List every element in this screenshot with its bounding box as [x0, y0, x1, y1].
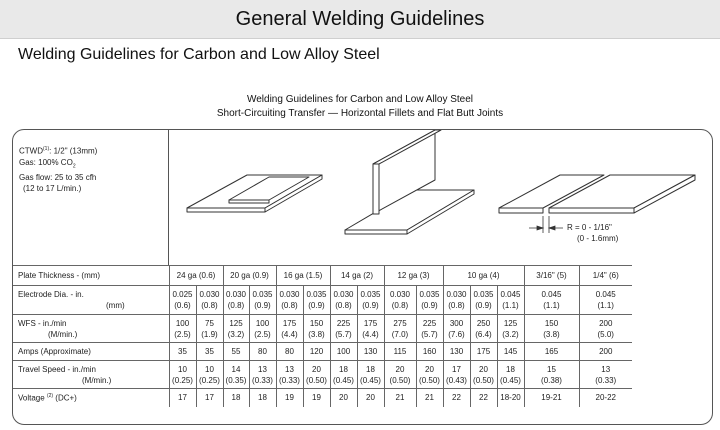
cell-value: 0.030 [225, 290, 247, 299]
electrode-dia-cell [416, 286, 443, 315]
cell-value: (0.9) [475, 301, 492, 310]
electrode-dia-cell [579, 286, 632, 315]
travel-speed-row [13, 361, 632, 389]
cell-value: 0.030 [279, 290, 300, 299]
cell-value: 250 [476, 318, 491, 328]
amps-cell: 120 [303, 343, 330, 361]
cell-value: (6.4) [475, 329, 492, 339]
cell-value: (7.6) [448, 329, 465, 339]
cell-value: (4.4) [281, 329, 298, 339]
electrode-dia-row [13, 286, 632, 315]
wfs-cell [524, 315, 579, 343]
travel-speed-cell [416, 361, 443, 389]
cell-value: 13 [601, 364, 611, 374]
cell-value: 14 [231, 364, 241, 374]
joint-drawing [169, 130, 712, 265]
gap-label: R = 0 - 1/16" [567, 223, 612, 232]
travel-speed-cell [196, 361, 223, 389]
amps-cell: 35 [169, 343, 196, 361]
cell-value: (0.8) [448, 301, 465, 310]
cell-value: (0.35) [225, 375, 247, 385]
plate-thickness-cell: 1/4" (6) [579, 266, 632, 286]
cell-value: 18 [366, 364, 375, 374]
cell-value: (1.9) [201, 329, 218, 339]
electrode-dia-unit: (mm) [106, 301, 125, 310]
plate-thickness-cell: 16 ga (1.5) [276, 266, 330, 286]
wfs-cell [169, 315, 196, 343]
wfs-unit: (M/min.) [48, 329, 78, 339]
wfs-label-text: WFS - in./min [18, 318, 67, 328]
cell-value: (0.9) [254, 301, 271, 310]
cell-value: 20 [312, 364, 321, 374]
cell-value: 0.035 [252, 290, 273, 299]
travel-speed-cell [223, 361, 249, 389]
gas-flow-metric: (12 to 17 L/min.) [23, 184, 82, 194]
cell-value: 18 [506, 364, 515, 374]
cell-value: 10 [205, 364, 214, 374]
cell-value: 0.035 [360, 290, 381, 299]
cell-value: (0.8) [281, 301, 298, 310]
wfs-row [13, 315, 632, 343]
fillet-joint-base-plate-edge [345, 230, 407, 234]
wfs-cell [196, 315, 223, 343]
voltage-cell: 20 [330, 389, 357, 407]
amps-cell: 35 [196, 343, 223, 361]
travel-speed-label-text: Travel Speed - in./min [18, 364, 96, 374]
voltage-suffix: (DC+) [53, 393, 77, 403]
voltage-row [13, 389, 632, 407]
wfs-cell [357, 315, 384, 343]
butt-joint-left-plate-edge [499, 208, 543, 213]
voltage-label-text: Voltage [18, 393, 45, 403]
cell-value: 0.045 [541, 290, 562, 299]
page-subtitle: Welding Guidelines for Carbon and Low Alloy Steel [18, 46, 380, 63]
wfs-cell [223, 315, 249, 343]
voltage-cell: 19-21 [524, 389, 579, 407]
plate-thickness-cell: 24 ga (0.6) [169, 266, 223, 286]
voltage-cell: 19 [303, 389, 330, 407]
cell-value: 18 [339, 364, 348, 374]
panel-header [13, 130, 712, 265]
figure-title-line1: Welding Guidelines for Carbon and Low Alloy Steel [246, 94, 474, 105]
fillet-joint-web-face [373, 164, 379, 214]
voltage-cell: 21 [384, 389, 416, 407]
travel-speed-cell [443, 361, 470, 389]
amps-label: Amps (Approximate) [13, 343, 169, 361]
voltage-cell: 18 [249, 389, 276, 407]
travel-speed-cell [330, 361, 357, 389]
cell-value: 75 [205, 318, 214, 328]
cell-value: (0.50) [419, 375, 440, 385]
amps-cell: 130 [443, 343, 470, 361]
travel-speed-unit: (M/min.) [82, 375, 112, 385]
gap-label-metric: (0 - 1.6mm) [577, 234, 619, 243]
cell-value: (0.8) [201, 301, 218, 310]
plate-thickness-cell: 12 ga (3) [384, 266, 443, 286]
cell-value: 0.035 [473, 290, 494, 299]
electrode-dia-cell [169, 286, 196, 315]
gas-spec [19, 157, 168, 173]
travel-speed-cell [524, 361, 579, 389]
wfs-label [13, 315, 169, 343]
amps-cell: 200 [579, 343, 632, 361]
cell-value: (0.33) [595, 375, 617, 385]
plate-thickness-label: Plate Thickness - (mm) [13, 266, 169, 286]
voltage-label [13, 389, 169, 407]
voltage-cell: 21 [416, 389, 443, 407]
travel-speed-cell [303, 361, 330, 389]
wfs-cell [470, 315, 497, 343]
cell-value: (0.8) [335, 301, 352, 310]
cell-value: (3.8) [543, 329, 560, 339]
cell-value: 20 [425, 364, 434, 374]
ctwd-note: (1) [43, 146, 50, 152]
cell-value: (0.25) [172, 375, 193, 385]
cell-value: (0.33) [279, 375, 300, 385]
amps-cell: 165 [524, 343, 579, 361]
electrode-dia-cell [223, 286, 249, 315]
cell-value: 20 [395, 364, 405, 374]
amps-cell: 175 [470, 343, 497, 361]
cell-value: (0.9) [362, 301, 379, 310]
wfs-cell [249, 315, 276, 343]
cell-value: 0.030 [389, 290, 411, 299]
cell-value: 13 [258, 364, 267, 374]
cell-value: (0.6) [174, 301, 191, 310]
cell-value: 10 [178, 364, 187, 374]
cell-value: (0.45) [360, 375, 381, 385]
electrode-dia-cell [276, 286, 303, 315]
cell-value: (0.33) [252, 375, 273, 385]
voltage-cell: 22 [470, 389, 497, 407]
cell-value: 0.035 [306, 290, 327, 299]
amps-cell: 145 [497, 343, 524, 361]
lap-joint-top-plate-edge [229, 200, 269, 203]
butt-joint-right-plate-edge [549, 208, 634, 213]
electrode-dia-cell [303, 286, 330, 315]
electrode-dia-cell [357, 286, 384, 315]
cell-value: (0.50) [306, 375, 327, 385]
cell-value: (0.25) [199, 375, 220, 385]
gas-flow-spec: Gas flow: 25 to 35 cfh [19, 173, 97, 183]
banner [0, 0, 720, 39]
plate-thickness-row [13, 266, 632, 286]
voltage-cell: 20 [357, 389, 384, 407]
figure-title-line2: Short-Circuiting Transfer — Horizontal Fillets and Flat Butt Joints [216, 108, 504, 119]
plate-thickness-cell: 20 ga (0.9) [223, 266, 276, 286]
gas-subscript: 2 [72, 163, 76, 170]
electrode-dia-cell [196, 286, 223, 315]
cell-value: 225 [422, 318, 437, 328]
wfs-cell [579, 315, 632, 343]
welding-parameters-table [13, 265, 632, 407]
cell-value: (7.0) [391, 329, 409, 339]
cell-value: (2.5) [174, 329, 191, 339]
guidelines-panel [12, 129, 713, 425]
cell-value: (0.43) [446, 375, 467, 385]
ctwd-spec [19, 144, 168, 157]
travel-speed-cell [579, 361, 632, 389]
process-specs [13, 130, 169, 265]
electrode-dia-cell [384, 286, 416, 315]
cell-value: 125 [229, 318, 243, 328]
cell-value: (0.38) [541, 375, 562, 385]
amps-cell: 80 [249, 343, 276, 361]
cell-value: 0.025 [172, 290, 193, 299]
ctwd-label: CTWD [19, 146, 43, 156]
cell-value: 15 [547, 364, 556, 374]
cell-value: (0.50) [473, 375, 494, 385]
wfs-cell [443, 315, 470, 343]
figure-title [0, 93, 720, 121]
cell-value: (0.8) [391, 301, 409, 310]
voltage-cell: 20-22 [579, 389, 632, 407]
cell-value: 0.030 [333, 290, 354, 299]
cell-value: (5.7) [421, 329, 438, 339]
cell-value: 125 [503, 318, 518, 328]
cell-value: (3.2) [227, 329, 245, 339]
cell-value: 200 [599, 318, 613, 328]
cell-value: (0.8) [227, 301, 245, 310]
electrode-dia-cell [443, 286, 470, 315]
cell-value: 300 [449, 318, 464, 328]
cell-value: (1.1) [502, 301, 519, 310]
cell-value: 0.035 [419, 290, 440, 299]
cell-value: (4.4) [362, 329, 379, 339]
travel-speed-cell [384, 361, 416, 389]
voltage-cell: 17 [196, 389, 223, 407]
cell-value: 225 [336, 318, 351, 328]
voltage-cell: 22 [443, 389, 470, 407]
plate-thickness-cell: 3/16" (5) [524, 266, 579, 286]
cell-value: (1.1) [597, 301, 614, 310]
travel-speed-cell [357, 361, 384, 389]
banner-title: General Welding Guidelines [235, 8, 485, 30]
cell-value: 20 [479, 364, 488, 374]
electrode-dia-cell [497, 286, 524, 315]
cell-value: (0.9) [421, 301, 438, 310]
cell-value: 100 [175, 318, 190, 328]
voltage-note: (2) [46, 392, 54, 399]
cell-value: 0.045 [500, 290, 521, 299]
amps-cell: 100 [330, 343, 357, 361]
cell-value: (0.45) [333, 375, 354, 385]
wfs-cell [276, 315, 303, 343]
travel-speed-cell [470, 361, 497, 389]
cell-value: 13 [285, 364, 294, 374]
cell-value: (5.0) [597, 329, 614, 339]
electrode-dia-cell [524, 286, 579, 315]
cell-value: (1.1) [543, 301, 560, 310]
cell-value: (0.45) [500, 375, 521, 385]
travel-speed-cell [497, 361, 524, 389]
cell-value: 100 [255, 318, 270, 328]
voltage-cell: 17 [169, 389, 196, 407]
wfs-cell [330, 315, 357, 343]
cell-value: (0.50) [389, 375, 411, 385]
wfs-cell [416, 315, 443, 343]
cell-value: 150 [309, 318, 324, 328]
voltage-cell: 18 [223, 389, 249, 407]
plate-thickness-cell: 10 ga (4) [443, 266, 524, 286]
cell-value: 0.030 [199, 290, 220, 299]
amps-cell: 80 [276, 343, 303, 361]
cell-value: (2.5) [254, 329, 271, 339]
electrode-dia-label-text: Electrode Dia. - in. [18, 290, 84, 299]
travel-speed-cell [276, 361, 303, 389]
joint-illustration [169, 130, 712, 265]
lap-joint-bottom-plate-edge [187, 208, 265, 212]
travel-speed-cell [249, 361, 276, 389]
wfs-cell [384, 315, 416, 343]
cell-value: 150 [544, 318, 559, 328]
travel-speed-label [13, 361, 169, 389]
cell-value: 0.030 [446, 290, 467, 299]
electrode-dia-cell [470, 286, 497, 315]
cell-value: 275 [393, 318, 407, 328]
voltage-cell: 19 [276, 389, 303, 407]
cell-value: 0.045 [595, 290, 616, 299]
cell-value: (5.7) [335, 329, 352, 339]
electrode-dia-cell [330, 286, 357, 315]
cell-value: 17 [452, 364, 461, 374]
gap-dimension [529, 216, 563, 233]
amps-cell: 160 [416, 343, 443, 361]
cell-value: (0.9) [308, 301, 325, 310]
voltage-cell: 18-20 [497, 389, 524, 407]
amps-cell: 130 [357, 343, 384, 361]
cell-value: (3.2) [502, 329, 519, 339]
fillet-joint-base-plate [345, 190, 474, 230]
cell-value: 175 [363, 318, 378, 328]
ctwd-value: : 1/2" (13mm) [49, 146, 98, 156]
cell-value: (3.8) [308, 329, 325, 339]
cell-value: 175 [282, 318, 297, 328]
wfs-cell [303, 315, 330, 343]
electrode-dia-label [13, 286, 169, 315]
gas-label: Gas: 100% CO [19, 157, 73, 167]
amps-row [13, 343, 632, 361]
amps-cell: 55 [223, 343, 249, 361]
plate-thickness-cell: 14 ga (2) [330, 266, 384, 286]
electrode-dia-cell [249, 286, 276, 315]
travel-speed-cell [169, 361, 196, 389]
wfs-cell [497, 315, 524, 343]
amps-cell: 115 [384, 343, 416, 361]
